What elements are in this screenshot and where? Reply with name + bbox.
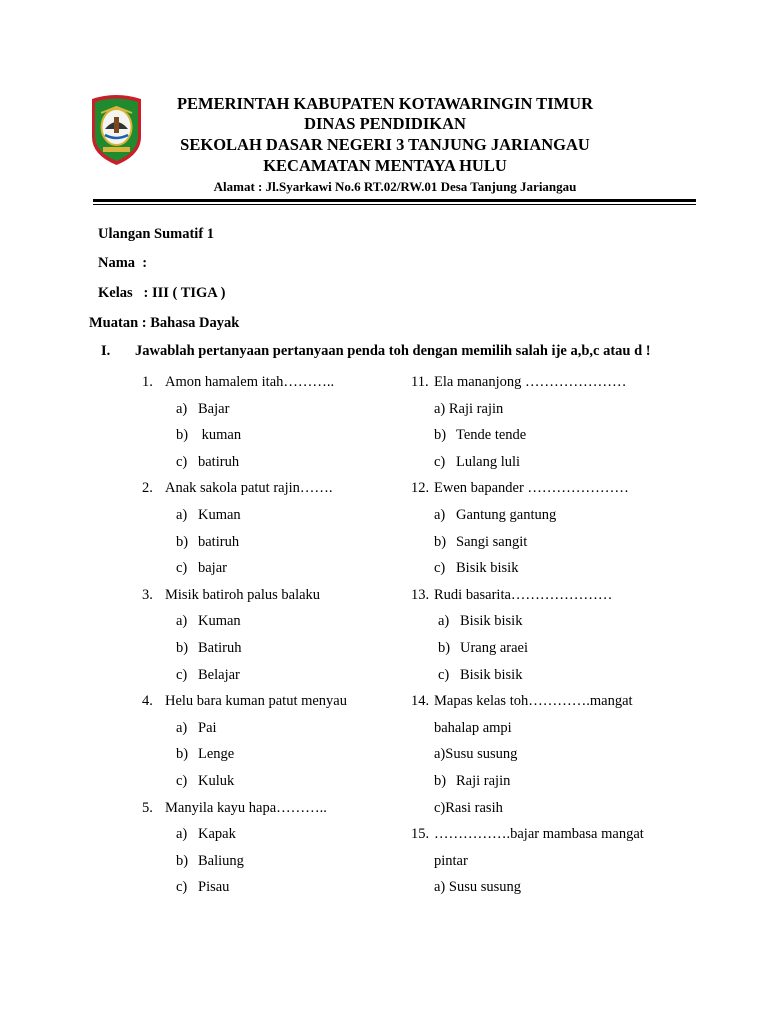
answer-option xyxy=(176,453,239,471)
option-text: Raji rajin xyxy=(456,773,511,789)
answer-option xyxy=(434,772,510,790)
option-letter: c) xyxy=(176,560,188,577)
option-text: Bisik bisik xyxy=(460,666,523,683)
option-letter: b) xyxy=(176,640,189,656)
question-text: Ewen bapander ………………… xyxy=(434,480,629,497)
option-letter: b) xyxy=(438,640,451,656)
option-text: Sangi sangit xyxy=(456,533,528,550)
option-letter: b) xyxy=(176,427,189,444)
question-text: Ela mananjong ………………… xyxy=(434,374,627,390)
option-letter: b) xyxy=(434,427,447,444)
exam-title: Ulangan Sumatif 1 xyxy=(98,226,215,242)
header-rule-thin xyxy=(93,204,696,205)
option-text: Batiruh xyxy=(198,640,242,656)
option-letter: a) xyxy=(176,507,188,523)
option-letter: b) xyxy=(176,533,189,550)
question-item xyxy=(411,373,627,391)
question-text: …………….bajar mambasa mangat xyxy=(434,826,644,843)
question-text: Manyila kayu hapa……….. xyxy=(165,799,327,816)
option-text: Kapak xyxy=(198,826,236,843)
answer-option xyxy=(434,426,526,444)
answer-option xyxy=(176,878,229,896)
continuation-line: a) Raji rajin xyxy=(434,400,504,417)
continuation-line: bahalap ampi xyxy=(434,719,512,736)
option-letter: a) xyxy=(176,613,188,630)
question-text: Anak sakola patut rajin……. xyxy=(165,480,333,497)
question-number: 2. xyxy=(142,480,153,497)
question-number: 5. xyxy=(142,799,153,816)
header-department: DINAS PENDIDIKAN xyxy=(304,114,466,133)
option-text: Tende tende xyxy=(456,427,527,444)
option-letter: b) xyxy=(434,773,447,789)
option-text: Gantung gantung xyxy=(456,507,557,523)
answer-option xyxy=(438,666,522,684)
question-text: Amon hamalem itah……….. xyxy=(165,374,335,390)
answer-option xyxy=(176,745,234,763)
answer-option xyxy=(434,453,520,471)
header-address: Alamat : Jl.Syarkawi No.6 RT.02/RW.01 Desa Tanjung Jariangau xyxy=(213,179,577,194)
answer-option xyxy=(176,666,240,684)
option-text: batiruh xyxy=(198,453,240,470)
option-text: Bisik bisik xyxy=(456,560,519,577)
answer-option xyxy=(176,533,239,551)
continuation-line: a)Susu susung xyxy=(434,746,518,763)
question-item xyxy=(411,692,633,710)
name-field-label: Nama : xyxy=(98,255,148,271)
question-item xyxy=(142,799,327,817)
answer-option xyxy=(176,825,236,843)
section-number: I. xyxy=(101,343,111,359)
header-district: KECAMATAN MENTAYA HULU xyxy=(263,156,507,175)
question-number: 3. xyxy=(142,586,153,603)
continuation-line: c)Rasi rasih xyxy=(434,799,503,816)
option-letter: c) xyxy=(434,453,446,470)
answer-option xyxy=(176,639,242,657)
option-text: Belajar xyxy=(198,666,240,683)
answer-option xyxy=(438,639,528,657)
option-letter: b) xyxy=(176,852,189,869)
option-text: Baliung xyxy=(198,852,244,869)
option-letter: c) xyxy=(434,560,446,577)
header-rule-thick xyxy=(93,199,696,202)
option-text: Pai xyxy=(198,719,217,736)
header-school-name: SEKOLAH DASAR NEGERI 3 TANJUNG JARIANGAU xyxy=(180,135,590,154)
option-letter: a) xyxy=(176,719,188,736)
instruction-text: Jawablah pertanyaan pertanyaan penda toh dengan memilih salah ije a,b,c atau d ! xyxy=(135,343,651,359)
answer-option xyxy=(176,719,217,737)
option-text: Lulang luli xyxy=(456,453,521,470)
question-text: Rudi basarita………………… xyxy=(434,586,613,603)
option-letter: c) xyxy=(176,773,188,789)
question-item xyxy=(142,373,334,391)
question-number: 15. xyxy=(411,826,430,843)
option-text: kuman xyxy=(198,427,242,444)
option-letter: a) xyxy=(438,613,450,630)
question-item xyxy=(142,692,347,710)
option-text: bajar xyxy=(198,560,227,577)
option-text: Kuman xyxy=(198,613,241,630)
answer-option xyxy=(434,559,518,577)
answer-option xyxy=(176,612,241,630)
option-letter: c) xyxy=(176,453,188,470)
regency-emblem-logo xyxy=(89,93,144,167)
question-number: 13. xyxy=(411,586,430,603)
answer-option xyxy=(176,559,227,577)
answer-option xyxy=(434,506,556,524)
option-text: Kuluk xyxy=(198,773,235,789)
subject-field-label: Muatan : Bahasa Dayak xyxy=(89,315,240,331)
question-number: 11. xyxy=(411,374,429,390)
answer-option xyxy=(176,400,229,418)
option-letter: b) xyxy=(176,746,189,763)
question-number: 4. xyxy=(142,693,153,710)
question-item xyxy=(411,479,629,497)
answer-option xyxy=(176,426,241,444)
answer-option xyxy=(176,852,244,870)
question-text: Misik batiroh palus balaku xyxy=(165,586,321,603)
answer-option xyxy=(434,533,527,551)
option-text: batiruh xyxy=(198,533,240,550)
option-letter: a) xyxy=(176,826,188,843)
answer-option xyxy=(176,506,241,524)
option-letter: c) xyxy=(438,666,450,683)
question-number: 14. xyxy=(411,693,430,710)
question-item xyxy=(142,479,333,497)
class-field-label: Kelas : III ( TIGA ) xyxy=(98,285,226,301)
option-text: Bisik bisik xyxy=(460,613,523,630)
answer-option xyxy=(176,772,234,790)
question-text: Mapas kelas toh………….mangat xyxy=(434,693,633,710)
continuation-line: pintar xyxy=(434,852,468,869)
option-text: Kuman xyxy=(198,507,241,523)
option-letter: a) xyxy=(434,507,446,523)
option-text: Urang araei xyxy=(460,640,529,656)
option-text: Pisau xyxy=(198,879,230,896)
continuation-line: a) Susu susung xyxy=(434,879,522,896)
question-number: 1. xyxy=(142,374,153,390)
question-item xyxy=(411,825,644,843)
option-letter: c) xyxy=(176,879,188,896)
option-text: Lenge xyxy=(198,746,235,763)
question-text: Helu bara kuman patut menyau xyxy=(165,693,347,710)
question-number: 12. xyxy=(411,480,430,497)
question-item xyxy=(411,586,612,604)
option-letter: c) xyxy=(176,666,188,683)
option-letter: b) xyxy=(434,533,447,550)
option-text: Bajar xyxy=(198,400,230,417)
answer-option xyxy=(438,612,522,630)
question-item xyxy=(142,586,320,604)
option-letter: a) xyxy=(176,400,188,417)
header-government: PEMERINTAH KABUPATEN KOTAWARINGIN TIMUR xyxy=(176,94,594,113)
